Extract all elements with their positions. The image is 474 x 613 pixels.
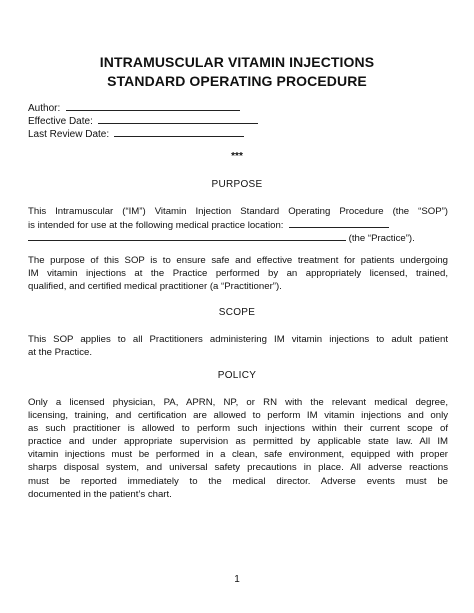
author-row — [28, 101, 258, 114]
scope-paragraph — [28, 333, 448, 359]
purpose-p1-line-3 — [28, 231, 448, 244]
policy-line-7: must be reported immediately to the medical director. Adverse events must be — [28, 475, 448, 487]
effective-date-field[interactable] — [98, 114, 258, 124]
page-number: 1 — [234, 574, 240, 585]
metadata-block — [28, 101, 258, 140]
location-field-part-1[interactable] — [289, 218, 389, 228]
policy-line-8: documented in the patient’s chart. — [28, 488, 172, 500]
purpose-p2-line-2: IM vitamin injections at the Practice performed by an appropriately licensed, trained, — [28, 268, 448, 280]
purpose-heading: PURPOSE — [211, 179, 263, 190]
practice-definition: (the “Practice”). — [348, 233, 415, 245]
purpose-p1-line-2-text: is intended for use at the following medical practice location: — [28, 220, 284, 232]
document-title-line-2: STANDARD OPERATING PROCEDURE — [107, 73, 367, 89]
effective-date-label: Effective Date: — [28, 116, 93, 127]
review-date-label: Last Review Date: — [28, 129, 110, 140]
policy-line-1: Only a licensed physician, PA, APRN, NP, or RN with the relevant medical degree, — [28, 397, 448, 408]
policy-line-6: sharps disposal system, and universal safety precautions in place. All adverse reactions — [28, 462, 448, 474]
policy-line-4: practice and under appropriate supervision as permitted by applicable state law. All IM — [28, 436, 448, 448]
document-title-line-1: INTRAMUSCULAR VITAMIN INJECTIONS — [99, 54, 375, 70]
scope-line-1: This SOP applies to all Practitioners administering IM vitamin injections to adult patient — [28, 334, 448, 345]
review-date-row — [28, 127, 258, 140]
review-date-field[interactable] — [114, 127, 244, 137]
effective-date-row — [28, 114, 258, 127]
location-field-part-2[interactable] — [28, 231, 346, 241]
purpose-p1-line-1: This Intramuscular (“IM”) Vitamin Injection Standard Operating Procedure (the “SOP”) — [28, 206, 448, 217]
policy-line-2: licensing, training, and certification are allowed to perform IM vitamin injections and only — [28, 410, 448, 422]
purpose-paragraph-2 — [28, 254, 448, 293]
section-separator: *** — [231, 151, 243, 162]
scope-line-2: at the Practice. — [28, 347, 92, 359]
policy-line-5: vitamin injections must be performed in a clean, safe environment, equipped with proper — [28, 449, 448, 461]
policy-paragraph — [28, 396, 448, 501]
author-field[interactable] — [66, 101, 240, 111]
purpose-p2-line-3: qualified, and certified medical practitioner (a “Practitioner”). — [28, 281, 282, 293]
author-label: Author: — [28, 103, 61, 114]
policy-heading: POLICY — [217, 370, 257, 381]
purpose-paragraph-1 — [28, 205, 448, 244]
policy-line-3: as such practitioner is allowed to perform such injections within their current scope of — [28, 423, 448, 435]
scope-heading: SCOPE — [218, 307, 256, 318]
purpose-p2-line-1: The purpose of this SOP is to ensure safe and effective treatment for patients undergoing — [28, 255, 448, 266]
purpose-p1-line-2 — [28, 218, 448, 231]
